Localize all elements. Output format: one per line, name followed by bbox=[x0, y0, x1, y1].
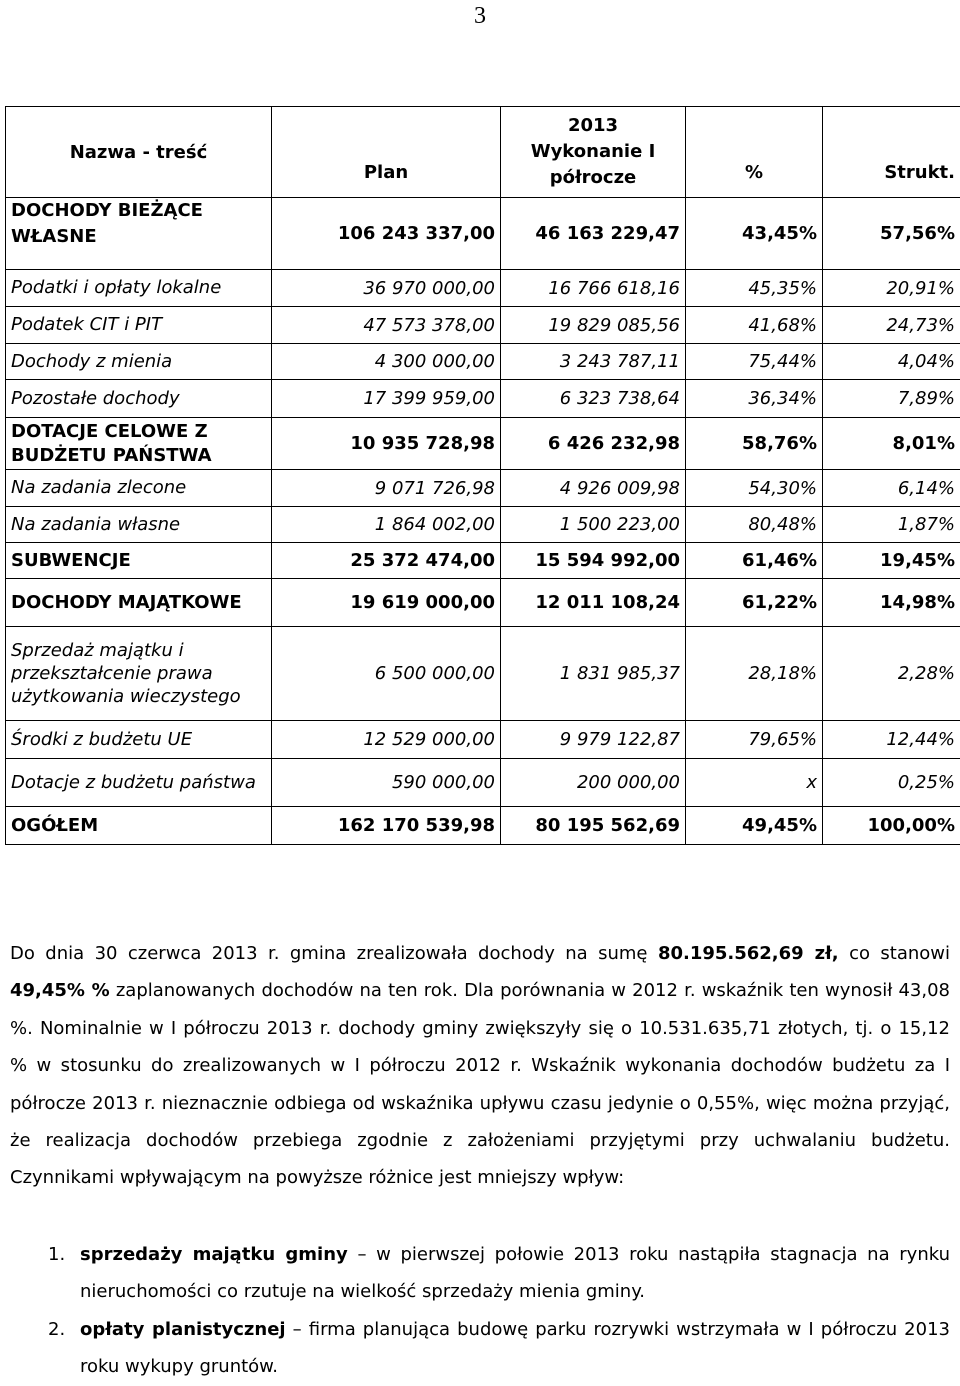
row-plan: 9 071 726,98 bbox=[272, 470, 501, 507]
row-name: Podatek CIT i PIT bbox=[6, 307, 272, 344]
row-percent: 41,68% bbox=[686, 307, 823, 344]
row-name: Pozostałe dochody bbox=[6, 380, 272, 418]
list-bold: sprzedaży majątku gminy bbox=[80, 1244, 348, 1265]
row-structure: 0,25% bbox=[823, 759, 960, 807]
table-row bbox=[6, 807, 960, 845]
row-execution: 46 163 229,47 bbox=[501, 198, 686, 270]
row-execution: 15 594 992,00 bbox=[501, 543, 686, 579]
row-plan: 47 573 378,00 bbox=[272, 307, 501, 344]
row-structure: 19,45% bbox=[823, 543, 960, 579]
para-text-3: zaplanowanych dochodów na ten rok. Dla porównania w 2012 r. wskaźnik ten wynosił 43,08 %. Nominalnie w I półroczu 2013 r. dochody gminy zwiększyły się o 10.531.635,71 złotych, tj. o 15,12 % w stosunku do zrealizowanych w I półroczu 2012 r. Wskaźnik wykonania dochodów budżetu za I półrocze 2013 r. nieznacznie odbiega od wskaźnika upływu czasu jedynie o 0,55%, więc można przyjąć, że realizacja dochodów przebiega zgodnie z założeniami przyjętymi przy uchwalaniu budżetu. Czynnikami wpływającym na powyższe różnice jest mniejszy wpływ: bbox=[10, 980, 950, 1188]
table-row bbox=[6, 579, 960, 627]
row-plan: 6 500 000,00 bbox=[272, 627, 501, 721]
row-structure: 12,44% bbox=[823, 721, 960, 759]
row-percent: 43,45% bbox=[686, 198, 823, 270]
row-percent: 61,46% bbox=[686, 543, 823, 579]
row-structure: 20,91% bbox=[823, 270, 960, 307]
table-row bbox=[6, 721, 960, 759]
table-row bbox=[6, 270, 960, 307]
list-text: – firma planująca budowę parku rozrywki wstrzymała w I półroczu 2013 roku wykupy gruntów. bbox=[80, 1319, 950, 1377]
row-percent: 49,45% bbox=[686, 807, 823, 845]
row-plan: 19 619 000,00 bbox=[272, 579, 501, 627]
row-percent: 79,65% bbox=[686, 721, 823, 759]
row-plan: 25 372 474,00 bbox=[272, 543, 501, 579]
row-name: Środki z budżetu UE bbox=[6, 721, 272, 759]
header-percent: % bbox=[686, 107, 823, 198]
header-structure: Strukt. bbox=[823, 107, 960, 198]
table-header-row bbox=[6, 107, 960, 198]
row-plan: 10 935 728,98 bbox=[272, 418, 501, 470]
row-execution: 6 426 232,98 bbox=[501, 418, 686, 470]
header-name: Nazwa - treść bbox=[6, 107, 272, 198]
para-text-1: Do dnia 30 czerwca 2013 r. gmina zrealizowała dochody na sumę bbox=[10, 943, 658, 964]
row-execution: 12 011 108,24 bbox=[501, 579, 686, 627]
table-row bbox=[6, 380, 960, 418]
row-percent: 80,48% bbox=[686, 507, 823, 543]
para-text-2: co stanowi bbox=[839, 943, 950, 964]
row-name: DOCHODY MAJĄTKOWE bbox=[6, 579, 272, 627]
row-percent: 75,44% bbox=[686, 344, 823, 380]
para-total: 80.195.562,69 zł, bbox=[658, 943, 839, 964]
row-percent: x bbox=[686, 759, 823, 807]
row-plan: 1 864 002,00 bbox=[272, 507, 501, 543]
row-execution: 19 829 085,56 bbox=[501, 307, 686, 344]
row-plan: 106 243 337,00 bbox=[272, 198, 501, 270]
row-name: DOCHODY BIEŻĄCE WŁASNE bbox=[6, 198, 272, 270]
list-item bbox=[10, 1236, 950, 1311]
row-execution: 4 926 009,98 bbox=[501, 470, 686, 507]
row-structure: 6,14% bbox=[823, 470, 960, 507]
row-execution: 6 323 738,64 bbox=[501, 380, 686, 418]
row-structure: 24,73% bbox=[823, 307, 960, 344]
row-structure: 1,87% bbox=[823, 507, 960, 543]
row-name: OGÓŁEM bbox=[6, 807, 272, 845]
list-marker: 1. bbox=[10, 1236, 80, 1311]
row-percent: 61,22% bbox=[686, 579, 823, 627]
row-percent: 54,30% bbox=[686, 470, 823, 507]
table-row bbox=[6, 759, 960, 807]
row-percent: 28,18% bbox=[686, 627, 823, 721]
row-structure: 2,28% bbox=[823, 627, 960, 721]
row-plan: 12 529 000,00 bbox=[272, 721, 501, 759]
row-execution: 1 500 223,00 bbox=[501, 507, 686, 543]
list-item bbox=[10, 1311, 950, 1386]
header-execution-label: Wykonanie I półrocze bbox=[506, 139, 680, 191]
table-row bbox=[6, 418, 960, 470]
row-name: Podatki i opłaty lokalne bbox=[6, 270, 272, 307]
header-year: 2013 bbox=[506, 113, 680, 139]
row-execution: 9 979 122,87 bbox=[501, 721, 686, 759]
table-row bbox=[6, 198, 960, 270]
row-name: Na zadania zlecone bbox=[6, 470, 272, 507]
header-execution bbox=[501, 107, 686, 198]
table-row bbox=[6, 344, 960, 380]
row-structure: 4,04% bbox=[823, 344, 960, 380]
row-execution: 200 000,00 bbox=[501, 759, 686, 807]
header-plan: Plan bbox=[272, 107, 501, 198]
revenue-table bbox=[5, 106, 960, 845]
table-row bbox=[6, 627, 960, 721]
row-name: Na zadania własne bbox=[6, 507, 272, 543]
list-bold: opłaty planistycznej bbox=[80, 1319, 286, 1340]
row-name: Sprzedaż majątku i przekształcenie prawa użytkowania wieczystego bbox=[6, 627, 272, 721]
factor-list bbox=[10, 1236, 950, 1386]
page-number: 3 bbox=[0, 0, 960, 30]
row-percent: 36,34% bbox=[686, 380, 823, 418]
row-name: SUBWENCJE bbox=[6, 543, 272, 579]
row-execution: 3 243 787,11 bbox=[501, 344, 686, 380]
row-structure: 57,56% bbox=[823, 198, 960, 270]
row-plan: 17 399 959,00 bbox=[272, 380, 501, 418]
row-execution: 16 766 618,16 bbox=[501, 270, 686, 307]
row-percent: 45,35% bbox=[686, 270, 823, 307]
list-body bbox=[80, 1236, 950, 1311]
row-structure: 8,01% bbox=[823, 418, 960, 470]
row-execution: 80 195 562,69 bbox=[501, 807, 686, 845]
table-body bbox=[6, 198, 960, 845]
summary-paragraph bbox=[10, 935, 950, 1197]
row-name: Dochody z mienia bbox=[6, 344, 272, 380]
row-structure: 100,00% bbox=[823, 807, 960, 845]
row-execution: 1 831 985,37 bbox=[501, 627, 686, 721]
list-marker: 2. bbox=[10, 1311, 80, 1386]
row-percent: 58,76% bbox=[686, 418, 823, 470]
table-row bbox=[6, 470, 960, 507]
table-row bbox=[6, 507, 960, 543]
list-body bbox=[80, 1311, 950, 1386]
list-text: – w pierwszej połowie 2013 roku nastąpiła stagnacja na rynku nieruchomości co rzutuje na wielkość sprzedaży mienia gminy. bbox=[80, 1244, 950, 1302]
table-row bbox=[6, 543, 960, 579]
table-row bbox=[6, 307, 960, 344]
row-plan: 4 300 000,00 bbox=[272, 344, 501, 380]
row-name: DOTACJE CELOWE Z BUDŻETU PAŃSTWA bbox=[6, 418, 272, 470]
row-structure: 14,98% bbox=[823, 579, 960, 627]
row-name: Dotacje z budżetu państwa bbox=[6, 759, 272, 807]
row-structure: 7,89% bbox=[823, 380, 960, 418]
row-plan: 162 170 539,98 bbox=[272, 807, 501, 845]
para-percent: 49,45% % bbox=[10, 980, 110, 1001]
row-plan: 36 970 000,00 bbox=[272, 270, 501, 307]
row-plan: 590 000,00 bbox=[272, 759, 501, 807]
